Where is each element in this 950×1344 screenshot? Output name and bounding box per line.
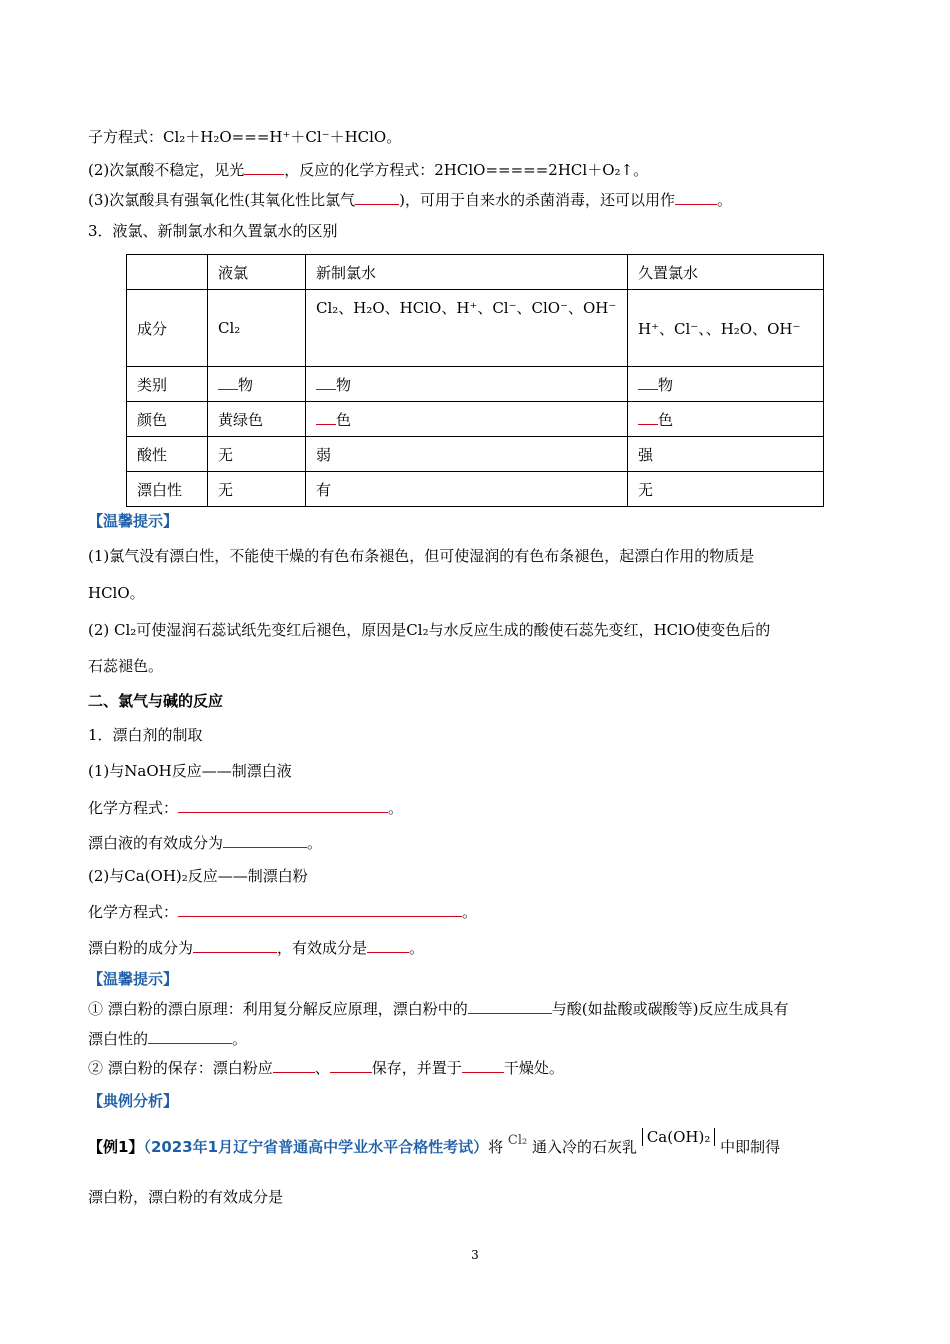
text-line: (3)次氯酸具有强氧化性(其氧化性比氯气 )，可用于自来水的杀菌消毒，还可以用作 。: [88, 188, 732, 211]
row-label: 酸性: [127, 437, 208, 472]
fill-blank[interactable]: [355, 188, 399, 205]
table-cell: Cl₂、H₂O、HClO、H⁺、Cl⁻、ClO⁻、OH⁻: [306, 290, 628, 367]
paragraph-line: 石蕊褪色。: [88, 657, 164, 675]
tip-heading: 【温馨提示】: [88, 970, 179, 988]
fill-blank[interactable]: [367, 936, 409, 953]
fill-blank[interactable]: [218, 375, 238, 390]
table-header-row: [127, 255, 824, 290]
fill-blank[interactable]: [638, 375, 658, 390]
fill-blank[interactable]: [178, 900, 462, 917]
fill-blank[interactable]: [148, 1027, 232, 1044]
fill-blank[interactable]: [468, 997, 552, 1014]
section-heading: 3．液氯、新制氯水和久置氯水的区别: [88, 222, 338, 240]
table-cell: 物: [628, 367, 824, 402]
fill-blank[interactable]: [316, 410, 336, 425]
paragraph-line: (2) Cl₂可使湿润石蕊试纸先变红后褪色，原因是Cl₂与水反应生成的酸使石蕊先变红，HClO使变色后的: [88, 621, 771, 639]
fill-blank[interactable]: [223, 831, 307, 848]
table-header-cell: [127, 255, 208, 290]
formula-cl2: Cl₂: [507, 1133, 528, 1148]
table-row: [127, 402, 824, 437]
text-line: (2)次氯酸不稳定，见光 ，反应的化学方程式：2HClO=====2HCl＋O₂↑。: [88, 158, 648, 181]
text-line: 漂白粉，漂白粉的有效成分是: [88, 1188, 284, 1206]
table-cell: Cl₂: [208, 290, 306, 367]
text-line: 子方程式：Cl₂＋H₂O===H⁺＋Cl⁻＋HClO。: [88, 128, 402, 146]
fill-blank[interactable]: [193, 936, 277, 953]
table-header-cell: 新制氯水: [306, 255, 628, 290]
table-cell: 色: [628, 402, 824, 437]
table-cell: 无: [208, 437, 306, 472]
table-cell: 物: [306, 367, 628, 402]
table-cell: 有: [306, 472, 628, 507]
row-label: 漂白性: [127, 472, 208, 507]
text-line: 1．漂白剂的制取: [88, 726, 203, 744]
tip-heading: 【温馨提示】: [88, 512, 179, 530]
example-question: 【例1】（2023年1月辽宁省普通高中学业水平合格性考试）将 Cl₂ 通入冷的石灰乳 Ca(OH)₂ 中即制得: [88, 1128, 781, 1156]
text-line: 漂白液的有效成分为 。: [88, 831, 322, 854]
table-cell: 强: [628, 437, 824, 472]
fill-blank[interactable]: [273, 1056, 315, 1073]
table-cell: 黄绿色: [208, 402, 306, 437]
text-line: (1)与NaOH反应——制漂白液: [88, 762, 292, 780]
text-line: 漂白性的 。: [88, 1027, 247, 1050]
table-cell: 无: [208, 472, 306, 507]
formula-caoh2: Ca(OH)₂: [642, 1128, 716, 1146]
fill-blank[interactable]: [462, 1056, 504, 1073]
text-line: ① 漂白粉的漂白原理：利用复分解反应原理，漂白粉中的 与酸(如盐酸或碳酸等)反应生成具有: [88, 997, 789, 1020]
row-label: 类别: [127, 367, 208, 402]
example-label: 【例1】: [88, 1138, 144, 1156]
paragraph-line: (1)氯气没有漂白性，不能使干燥的有色布条褪色，但可使湿润的有色布条褪色，起漂白作用的物质是: [88, 547, 755, 565]
table-cell: 无: [628, 472, 824, 507]
paragraph-line: HClO。: [88, 584, 145, 602]
fill-blank[interactable]: [675, 188, 717, 205]
fill-blank[interactable]: [638, 410, 658, 425]
example-source: （2023年1月辽宁省普通高中学业水平合格性考试）: [143, 1138, 489, 1156]
table-cell: 弱: [306, 437, 628, 472]
chlorine-comparison-table: [126, 254, 824, 507]
text-line: 漂白粉的成分为 ，有效成分是 。: [88, 936, 424, 959]
fill-blank[interactable]: [178, 796, 388, 813]
text-line: 化学方程式： 。: [88, 900, 477, 923]
text-line: 化学方程式： 。: [88, 796, 403, 819]
section-title: 二、氯气与碱的反应: [88, 692, 224, 710]
table-row: [127, 472, 824, 507]
table-cell: H⁺、Cl⁻、、H₂O、OH⁻: [628, 290, 824, 367]
text-line: (2)与Ca(OH)₂反应——制漂白粉: [88, 867, 308, 885]
table-cell: 色: [306, 402, 628, 437]
row-label: 颜色: [127, 402, 208, 437]
row-label: 成分: [127, 290, 208, 367]
example-heading: 【典例分析】: [88, 1092, 179, 1110]
table-header-cell: 液氯: [208, 255, 306, 290]
fill-blank[interactable]: [244, 158, 284, 175]
fill-blank[interactable]: [316, 375, 336, 390]
text-line: ② 漂白粉的保存：漂白粉应 、 保存，并置于 干燥处。: [88, 1056, 564, 1079]
table-row: [127, 290, 824, 367]
page-number: 3: [471, 1248, 479, 1262]
table-row: [127, 437, 824, 472]
table-header-cell: 久置氯水: [628, 255, 824, 290]
table-row: [127, 367, 824, 402]
table-cell: 物: [208, 367, 306, 402]
fill-blank[interactable]: [330, 1056, 372, 1073]
